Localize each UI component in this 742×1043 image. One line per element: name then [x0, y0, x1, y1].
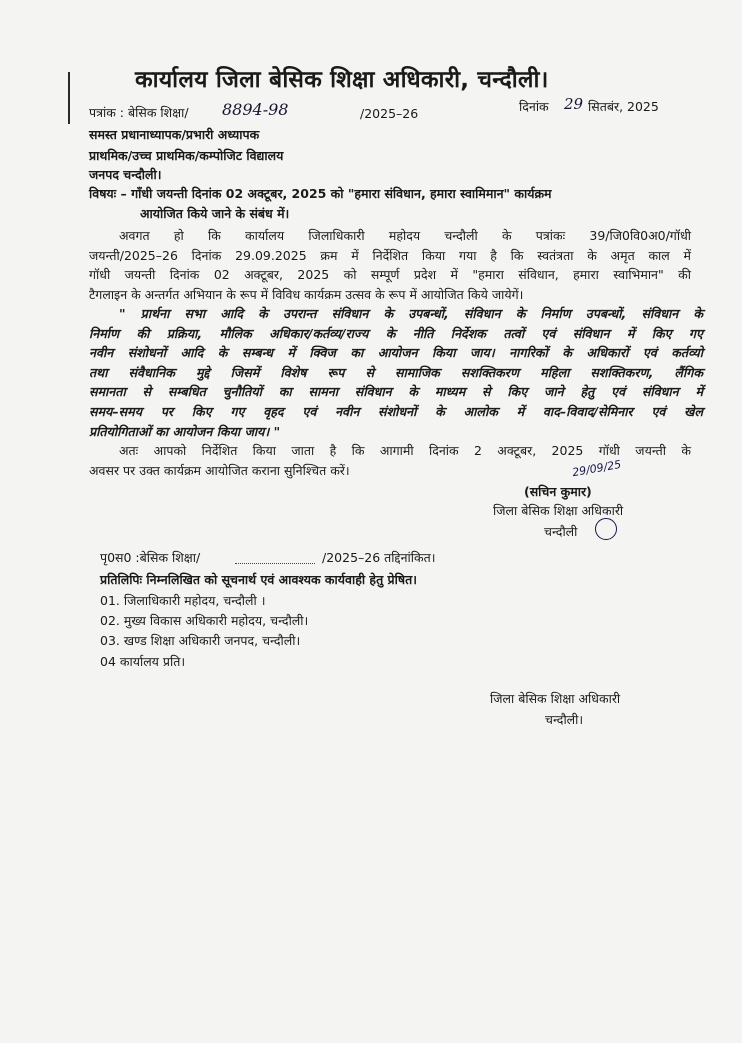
- addressee-line-1: समस्त प्रधानाध्यापक/प्रभारी अध्यापक: [89, 127, 260, 142]
- copy-recipient: 04 कार्यालय प्रति।: [100, 654, 186, 669]
- addressee-line-2: प्राथमिक/उच्च प्राथमिक/कम्पोजिट विद्यालय: [89, 148, 284, 163]
- para1-line: जयन्ती/2025–26 दिनांक 29.09.2025 क्रम में निर्देशित किया गया है कि स्वतंत्रता के अमृत काल में: [89, 247, 691, 263]
- footer-designation: जिला बेसिक शिक्षा अधिकारी: [490, 691, 621, 706]
- copy-ref-suffix: /2025–26 तद्दिनांकित।: [322, 550, 436, 565]
- quoted-directive: [89, 304, 703, 441]
- para1-line: टैगलाइन के अन्तर्गत अभियान के रूप में विविध कार्यक्रम उत्सव के रूप में आयोजित किये जायेगें।: [89, 286, 524, 302]
- signatory-designation: जिला बेसिक शिक्षा अधिकारी: [493, 503, 624, 518]
- quote-line: नवीन संशोधनों आदि के सम्बन्ध में क्विज का आयोजन किया जाय। नागरिकों के अधिकारों एवं कर्तव्यो: [89, 345, 703, 361]
- signatory-name: (सचिन कुमार): [524, 484, 592, 499]
- addressee-line-3: जनपद चन्दौली।: [89, 167, 162, 182]
- quote-line: " प्रार्थना सभा आदि के उपरान्त संविधान के उपबन्धों, संविधान के निर्माण उपबन्धों, संविधान के: [119, 306, 703, 321]
- copy-intro: प्रतिलिपिः निम्नलिखित को सूचनार्थ एवं आवश्यक कार्यवाही हेतु प्रेषित।: [100, 572, 417, 587]
- margin-mark: [68, 72, 70, 124]
- subject-line-1: विषयः – गाँधी जयन्ती दिनांक 02 अक्टूबर, 2025 को "हमारा संविधान, हमारा स्वामिमान" कार्यक्रम: [89, 186, 552, 201]
- quote-line: निर्माण की प्रक्रिया, मौलिक अधिकार/कर्तव्य/राज्य के नीति निर्देशक तत्वों एवं संविधान में किए गए: [89, 325, 703, 341]
- body-paragraph-1: [89, 226, 691, 304]
- office-title: कार्यालय जिला बेसिक शिक्षा अधिकारी, चन्दौली।: [135, 67, 549, 93]
- initials-circle: [595, 518, 617, 540]
- copy-recipient: 02. मुख्य विकास अधिकारी महोदय, चन्दौली।: [100, 613, 309, 628]
- date-rest: सितबंर, 2025: [588, 99, 659, 114]
- date-day-handwritten: 29: [564, 95, 584, 113]
- footer-place: चन्दौली।: [545, 712, 584, 727]
- copy-ref-label: पृ0स0 :बेसिक शिक्षा/: [100, 550, 201, 565]
- quote-line: प्रतियोगिताओं का आयोजन किया जाय। ": [89, 423, 281, 439]
- copy-recipient: 01. जिलाधिकारी महोदय, चन्दौली ।: [100, 593, 266, 608]
- signature-scribble: 29/09/25: [571, 457, 623, 480]
- para2-line: अवसर पर उक्त कार्यक्रम आयोजित कराना सुनिश्चित करें।: [89, 462, 350, 478]
- reference-year: /2025–26: [360, 106, 419, 121]
- para1-line: अवगत हो कि कार्यालय जिलाधिकारी महोदय चन्दौली के पत्रांकः 39/जि0वि0अ0/गॉधी: [119, 228, 691, 243]
- subject-line-2: आयोजित किये जाने के संबंध में।: [140, 206, 290, 221]
- para2-line: अतः आपको निर्देशित किया जाता है कि आगामी दिनांक 2 अक्टूबर, 2025 गॉधी जयन्ती के: [119, 443, 691, 458]
- date-label: दिनांक: [519, 99, 549, 114]
- quote-line: समानता से सम्बधित चुनौतियों का सामना संविधान के माध्यम से किए जाने हेतु एवं संविधान में: [89, 384, 703, 400]
- signatory-place: चन्दौली: [544, 524, 578, 539]
- para1-line: गॉधी जयन्ती दिनांक 02 अक्टूबर, 2025 को सम्पूर्ण प्रदेश में "हमारा संविधान, हमारा स्वाभिमान" की: [89, 267, 691, 283]
- blank-number-line: [235, 563, 315, 564]
- reference-label: पत्रांक : बेसिक शिक्षा/: [89, 105, 189, 120]
- copy-recipient: 03. खण्ड शिक्षा अधिकारी जनपद, चन्दौली।: [100, 633, 301, 648]
- quote-line: समय–समय पर किए गए वृहद एवं नवीन संशोधनों के आलोक में वाद–विवाद/सेमिनार एवं खेल: [89, 403, 703, 419]
- reference-number-handwritten: 8894-98: [222, 100, 289, 119]
- quote-line: तथा संवैधानिक मुद्दे जिसमें विशेष रूप से सामाजिक सशक्तिकरण महिला सशक्तिकरण, लैंगिक: [89, 364, 703, 380]
